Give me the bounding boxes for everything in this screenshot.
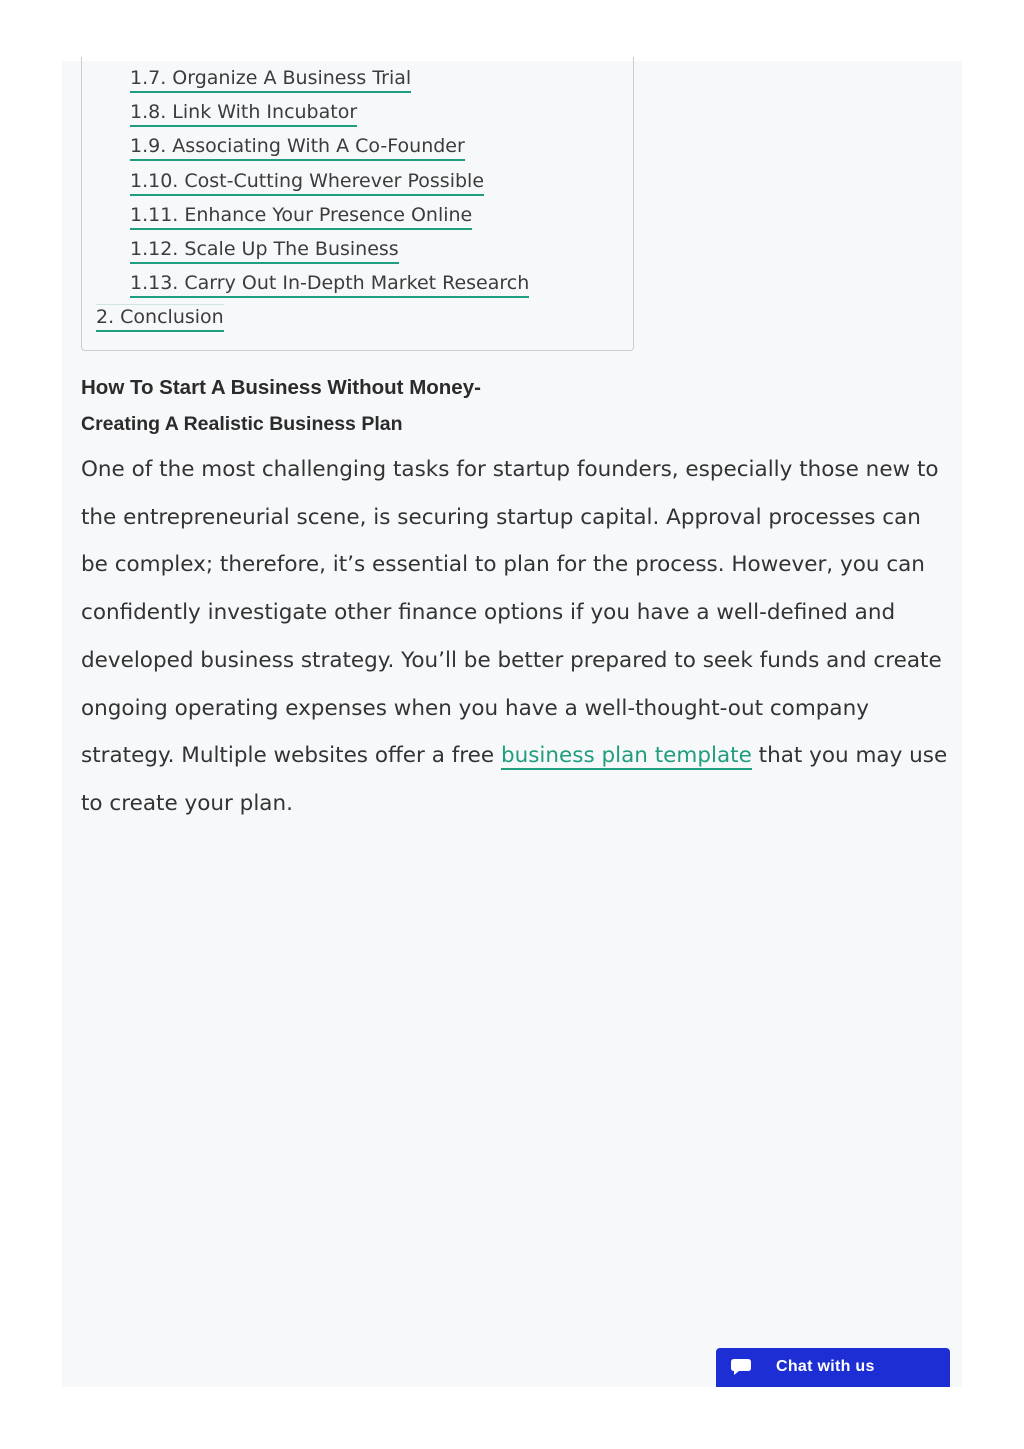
article-paragraph	[81, 446, 951, 828]
chat-widget-label: Chat with us	[776, 1358, 875, 1375]
toc-item-cost-cutting[interactable]: 1.10. Cost-Cutting Wherever Possible	[130, 169, 484, 196]
toc-item-organize-business-trial[interactable]: 1.7. Organize A Business Trial	[130, 66, 411, 93]
toc-item-conclusion[interactable]: 2. Conclusion	[96, 304, 224, 332]
chat-bubble-icon	[730, 1358, 752, 1376]
business-plan-template-link[interactable]: business plan template	[500, 743, 752, 769]
document-page	[62, 61, 962, 1387]
paragraph-text-after-link: that you may use to create your plan.	[81, 743, 948, 816]
paragraph-text-before-link: One of the most challenging tasks for startup founders, especially those new to the entrepreneurial scene, is securing startup capital. Approval processes can be complex; therefore, it’s essential to plan for the process. However, you can confidently investigate other finance options if you have a well-defined and developed business strategy. You’ll be better prepared to seek funds and create ongoing operating expenses when you have a well-thought-out company strategy. Multiple websites offer a free	[81, 457, 942, 769]
toc-item-link-with-incubator[interactable]: 1.8. Link With Incubator	[130, 100, 357, 127]
section-heading-line-2: Creating A Realistic Business Plan	[81, 413, 403, 435]
toc-item-associating-with-co-founder[interactable]: 1.9. Associating With A Co-Founder	[130, 134, 465, 161]
toc-item-market-research[interactable]: 1.13. Carry Out In-Depth Market Research	[130, 271, 529, 298]
toc-item-enhance-presence-online[interactable]: 1.11. Enhance Your Presence Online	[130, 203, 472, 230]
toc-item-scale-up-business[interactable]: 1.12. Scale Up The Business	[130, 237, 399, 264]
section-heading-line-1: How To Start A Business Without Money-	[81, 376, 481, 399]
chat-widget-button[interactable]	[716, 1348, 950, 1387]
